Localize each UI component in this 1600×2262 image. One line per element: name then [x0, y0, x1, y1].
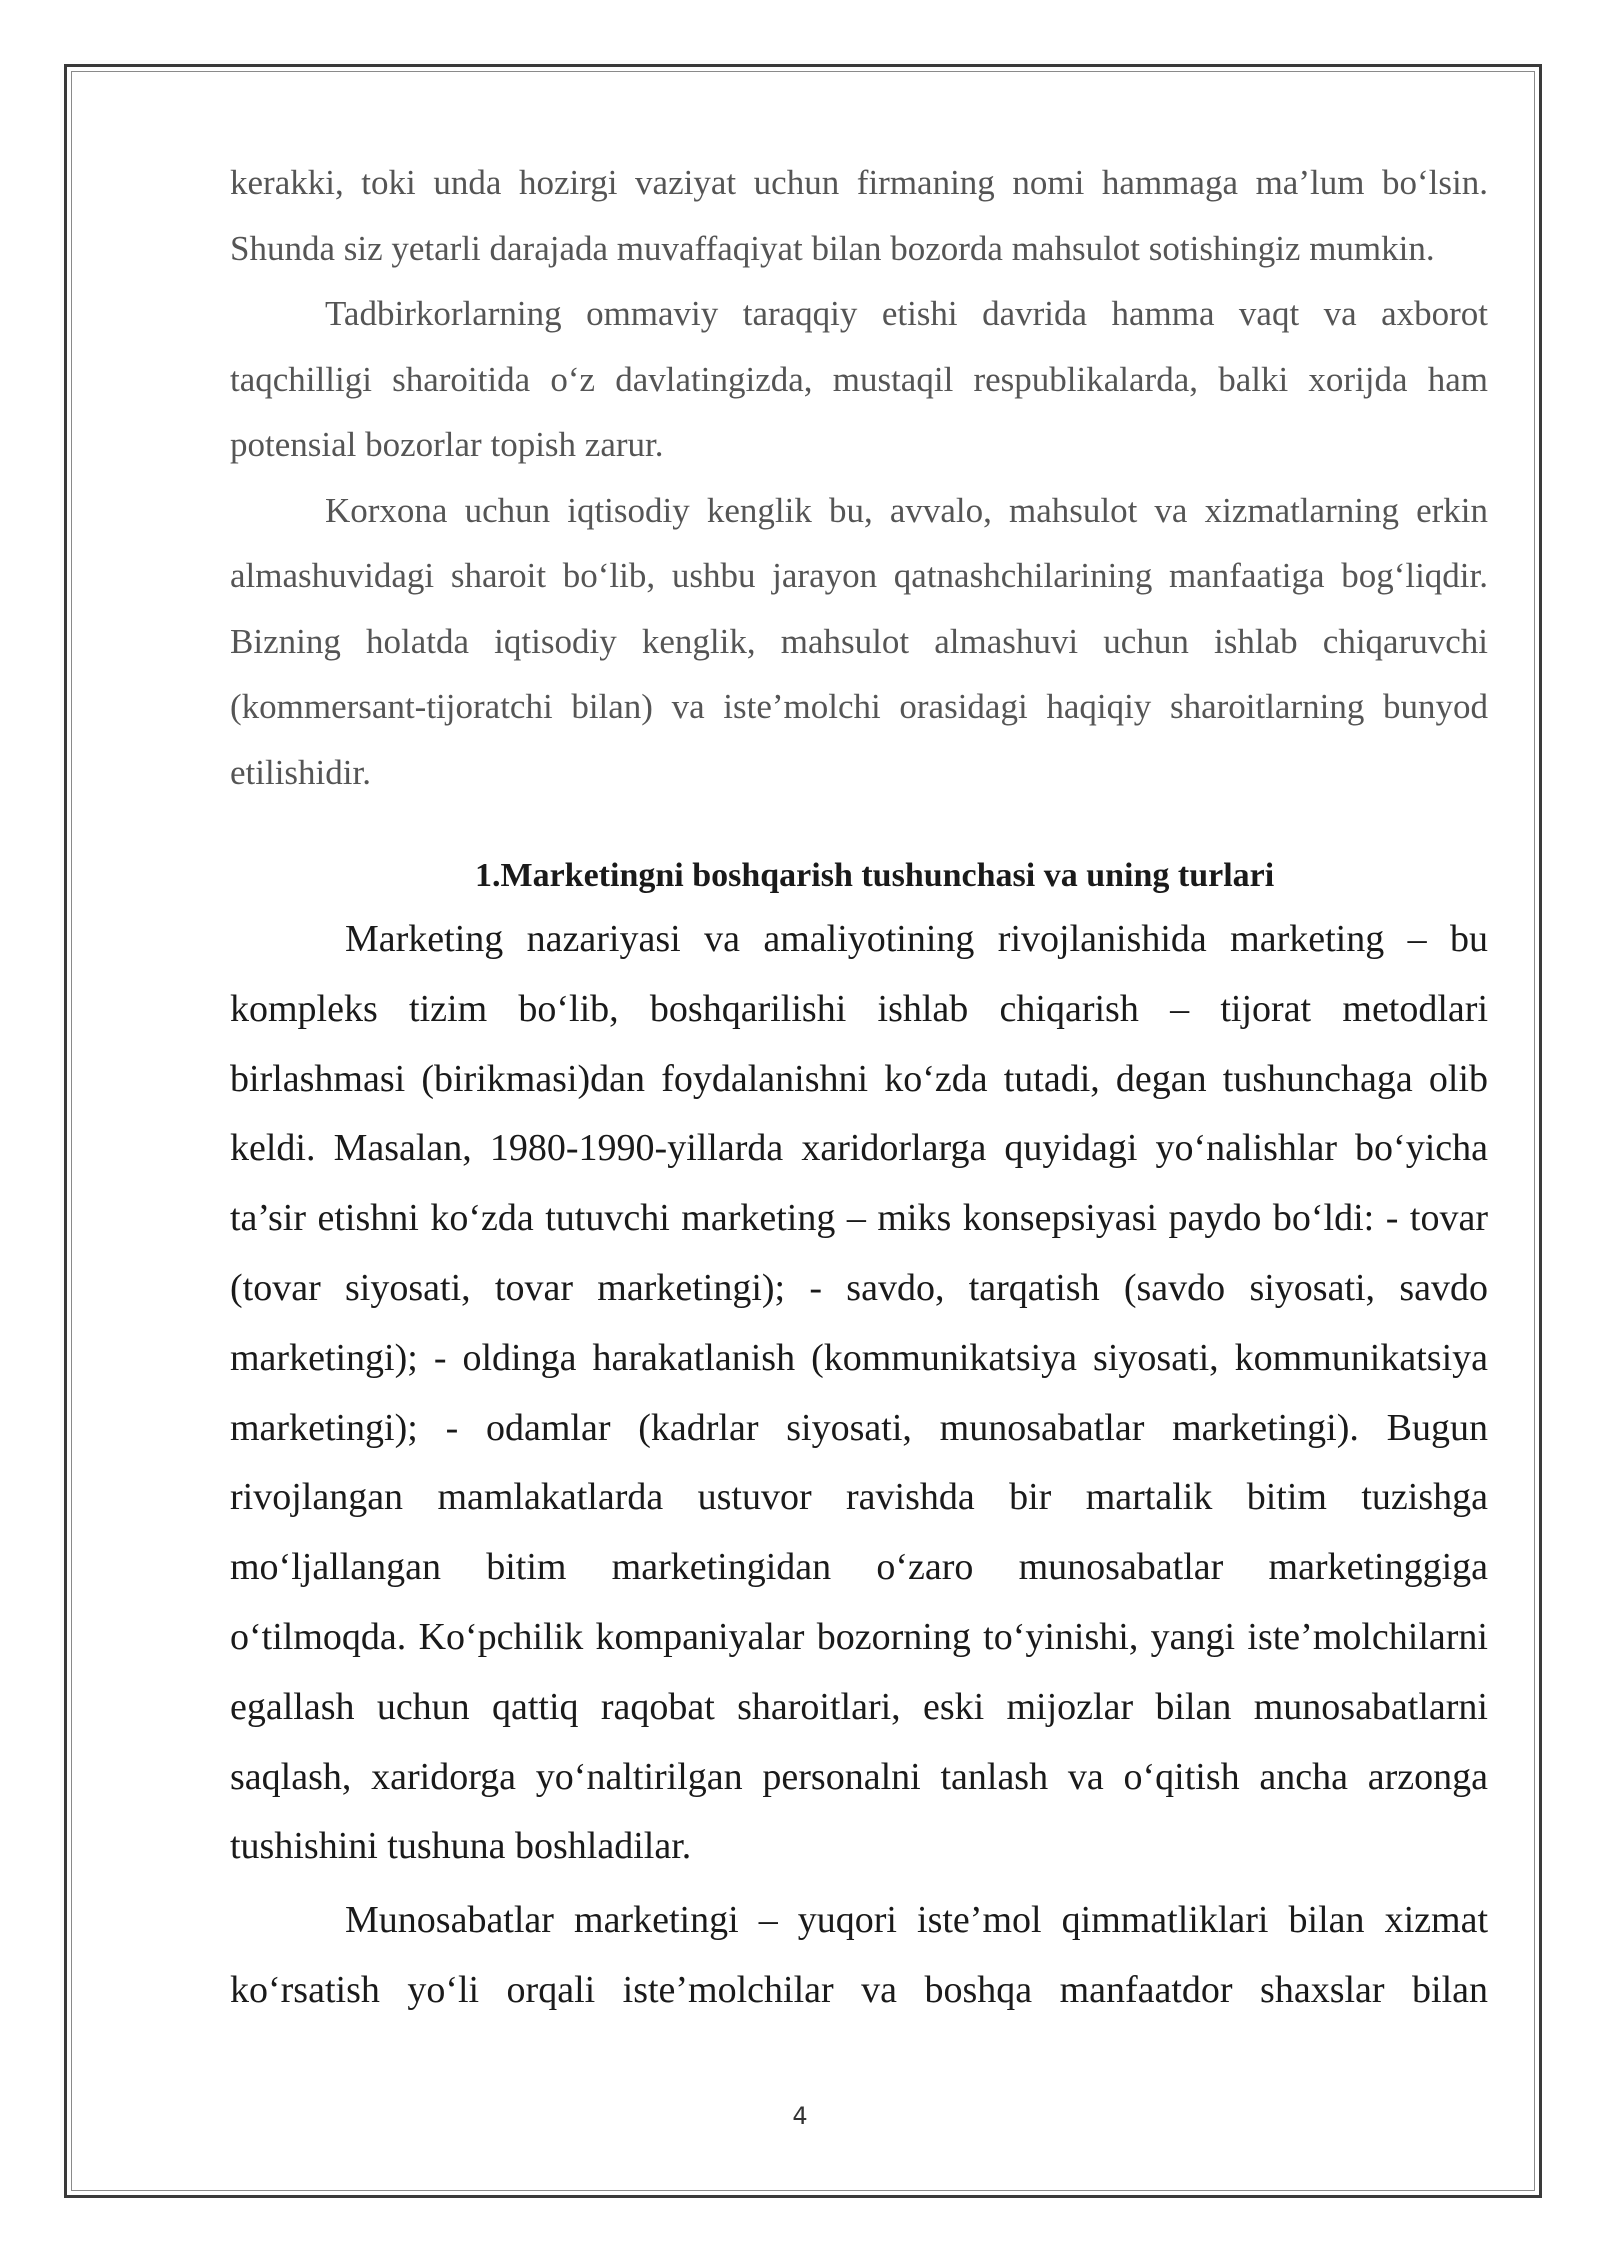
paragraph-continuation: kerakki, toki unda hozirgi vaziyat uchun firmaning nomi hammaga ma’lum bo‘lsin. Shunda siz yetarli darajada muvaffaqiyat bilan bozorda mahsulot sotishingiz mumkin.: [230, 163, 1488, 268]
paragraph: Korxona uchun iqtisodiy kenglik bu, avvalo, mahsulot va xizmatlarning erkin almashuvidagi sharoit bo‘lib, ushbu jarayon qatnashchilarining manfaatiga bog‘liqdir. Bizning holatda iqtisodiy kenglik, mahsulot almashuvi uchun ishlab chiqaruvchi (kommersant-tijoratchi bilan) va iste’molchi orasidagi haqiqiy sharoitlarning bunyod etilishidir.: [230, 490, 1488, 792]
paragraph: Marketing nazariyasi va amaliyotining rivojlanishida marketing – bu kompleks tizim bo‘lib, boshqarilishi ishlab chiqarish – tijorat metodlari birlashmasi (birikmasi)dan foydalanishni ko‘zda tutadi, degan tushunchaga olib keldi. Masalan, 1980-1990-yillarda xaridorlarga quyidagi yo‘nalishlar bo‘yicha ta’sir etishni ko‘zda tutuvchi marketing – miks konsepsiyasi paydo bo‘ldi: - tovar (tovar siyosati, tovar marketingi); - savdo, tarqatish (savdo siyosati, savdo marketingi); - oldinga harakatlanish (kommunikatsiya siyosati, kommunikatsiya marketingi); - odamlar (kadrlar siyosati, munosabatlar marketingi). Bugun rivojlangan mamlakatlarda ustuvor ravishda bir martalik bitim tuzishga mo‘ljallangan bitim marketingidan o‘zaro munosabatlar marketinggiga o‘tilmoqda. Ko‘pchilik kompaniyalar bozorning to‘yinishi, yangi iste’molchilarni egallash uchun qattiq raqobat sharoitlari, eski mijozlar bilan munosabatlarni saqlash, xaridorga yo‘naltirilgan personalni tanlash va o‘qitish ancha arzonga tushishini tushuna boshladilar.: [230, 918, 1488, 1868]
paragraph: Tadbirkorlarning ommaviy taraqqiy etishi davrida hamma vaqt va axborot taqchilligi sharoitida o‘z davlatingizda, mustaqil respublikalarda, balki xorijda ham potensial bozorlar topish zarur.: [230, 294, 1488, 464]
paragraph: Munosabatlar marketingi – yuqori iste’mol qimmatliklari bilan xizmat ko‘rsatish yo‘li orqali iste’molchilar va boshqa manfaatdor shaxslar bilan: [230, 1899, 1488, 2011]
page-content: [230, 150, 1488, 2026]
section-heading: 1.Marketingni boshqarish tushunchasi va uning turlari: [475, 857, 1275, 894]
page-number: 4: [792, 2102, 808, 2130]
